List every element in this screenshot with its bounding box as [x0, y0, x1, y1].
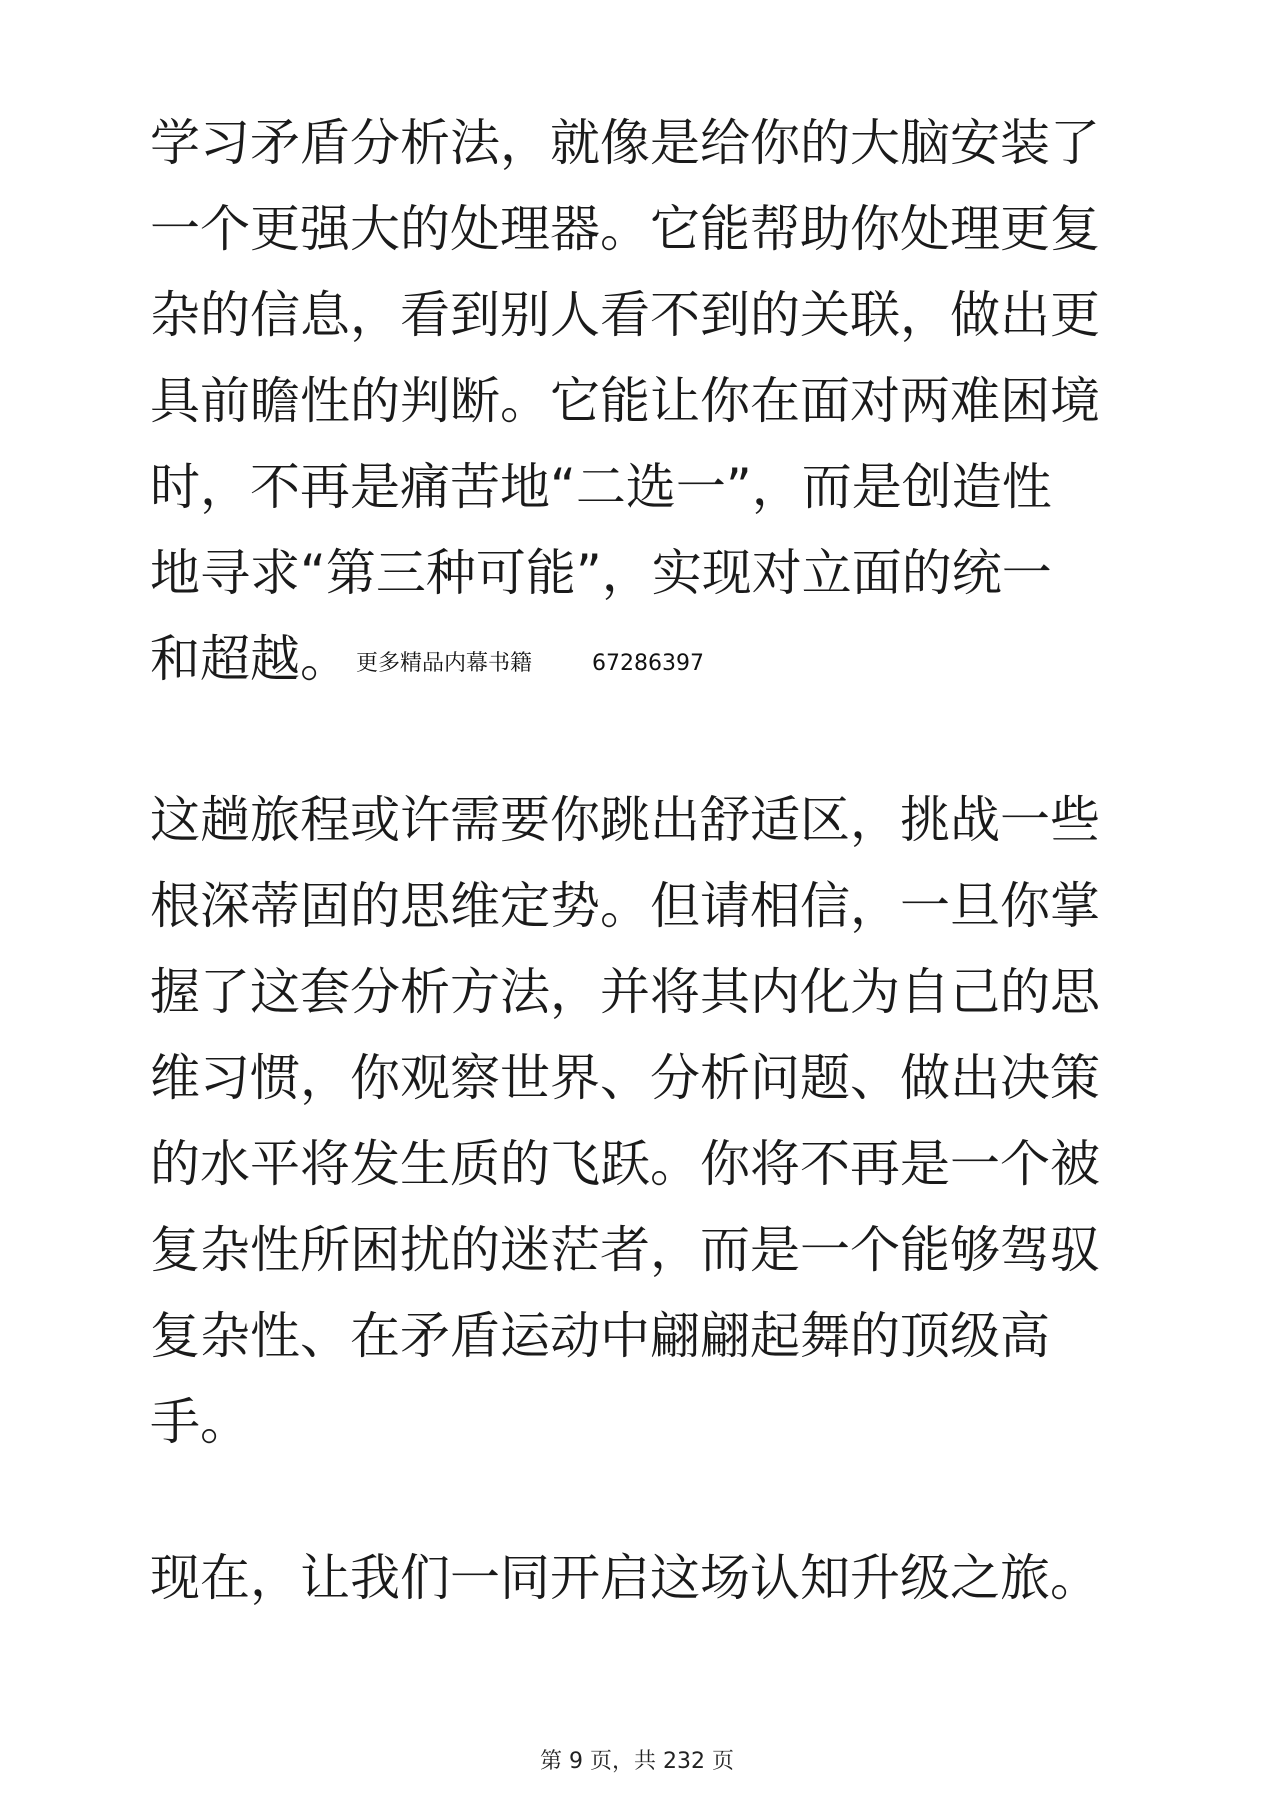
- text-line: 握了这套分析方法，并将其内化为自己的思: [150, 963, 1100, 1021]
- paragraph-3: [150, 1535, 1140, 1621]
- text-line: 这趟旅程或许需要你跳出舒适区，挑战一些: [150, 791, 1100, 849]
- text-line: 现在，让我们一同开启这场认知升级之旅。: [150, 1549, 1100, 1607]
- text-line: 一个更强大的处理器。它能帮助你处理更复: [150, 200, 1100, 258]
- text-line-content: 和超越。: [150, 630, 350, 688]
- text-line: 时，不再是痛苦地“二选一”，而是创造性: [150, 458, 1052, 516]
- paragraph-gap: [150, 707, 1140, 777]
- text-line: 手。: [150, 1393, 250, 1451]
- text-line: 学习矛盾分析法，就像是给你的大脑安装了: [150, 114, 1100, 172]
- text-line: 根深蒂固的思维定势。但请相信，一旦你掌: [150, 877, 1100, 935]
- text-line: 的水平将发生质的飞跃。你将不再是一个被: [150, 1135, 1100, 1193]
- paragraph-2: [150, 777, 1140, 1465]
- text-line: 维习惯，你观察世界、分析问题、做出决策: [150, 1049, 1100, 1107]
- text-line: 杂的信息，看到别人看不到的关联，做出更: [150, 286, 1100, 344]
- text-line: 地寻求“第三种可能”，实现对立面的统一: [150, 544, 1052, 602]
- text-line: 复杂性所困扰的迷茫者，而是一个能够驾驭: [150, 1221, 1100, 1279]
- paragraph-gap: [150, 1465, 1140, 1535]
- watermark-note: 更多精品内幕书籍: [356, 651, 533, 676]
- page-content: [150, 100, 1140, 1621]
- text-line: 复杂性、在矛盾运动中翩翩起舞的顶级高: [150, 1307, 1050, 1365]
- page-indicator: 第 9 页，共 232 页: [540, 1749, 734, 1774]
- paragraph-1: [150, 100, 1140, 707]
- text-line-last: [150, 616, 1140, 707]
- watermark-id: 67286397: [592, 651, 704, 676]
- text-line: 具前瞻性的判断。它能让你在面对两难困境: [150, 372, 1100, 430]
